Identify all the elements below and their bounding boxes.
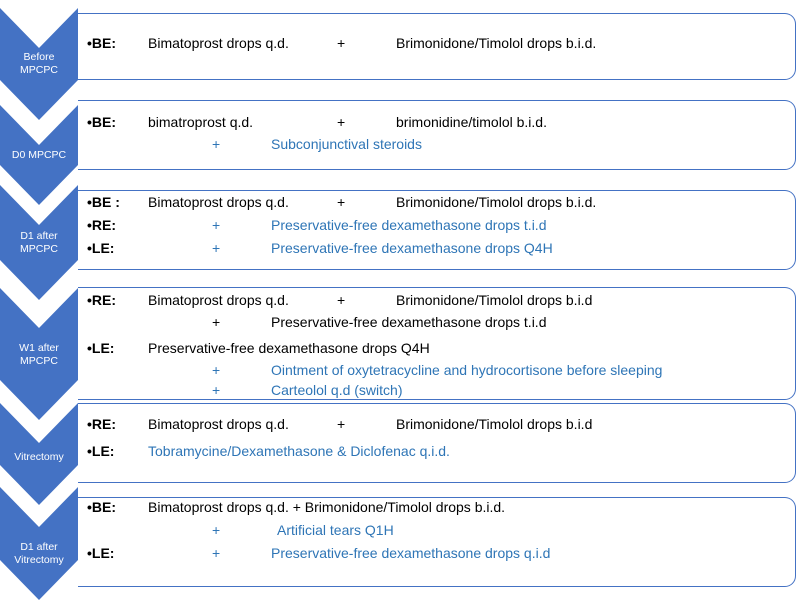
drug-text: Bimatoprost drops q.d. bbox=[148, 194, 289, 210]
drug-text: Brimonidone/Timolol drops b.i.d. bbox=[396, 194, 597, 210]
plus-sign: + bbox=[212, 314, 221, 330]
plus-sign: + bbox=[212, 240, 221, 256]
plus-sign: + bbox=[212, 136, 221, 152]
drug-text: bimatroprost q.d. bbox=[148, 114, 254, 130]
step-label-line: D1 after bbox=[20, 230, 58, 242]
step-label bbox=[0, 342, 78, 368]
step-label-line: MPCPC bbox=[20, 243, 58, 255]
step-label-line: W1 after bbox=[19, 342, 59, 354]
step-label-line: D0 MPCPC bbox=[11, 148, 67, 161]
eye-label: •BE : bbox=[87, 194, 120, 210]
step-label-line: MPCPC bbox=[20, 64, 58, 76]
step-label bbox=[0, 451, 78, 464]
drug-text: Preservative-free dexamethasone drops t.i.d bbox=[271, 314, 547, 330]
added-drug-text: Preservative-free dexamethasone drops Q4H bbox=[271, 240, 553, 256]
eye-label: •LE: bbox=[87, 340, 115, 356]
step-label-line: MPCPC bbox=[20, 355, 58, 367]
eye-label: •LE: bbox=[87, 240, 115, 256]
added-drug-text: Ointment of oxytetracycline and hydrocortisone before sleeping bbox=[271, 362, 663, 378]
drug-text: Brimonidone/Timolol drops b.i.d bbox=[396, 292, 593, 308]
drug-text: Brimonidone/Timolol drops b.i.d. bbox=[396, 35, 597, 51]
added-drug-text: Carteolol q.d (switch) bbox=[271, 382, 403, 398]
step-label bbox=[0, 230, 78, 256]
eye-label: •RE: bbox=[87, 292, 117, 308]
plus-sign: + bbox=[337, 194, 346, 210]
added-drug-text: Tobramycine/Dexamethasone & Diclofenac q.i.d. bbox=[148, 443, 450, 459]
plus-sign: + bbox=[212, 382, 221, 398]
added-drug-text: Subconjunctival steroids bbox=[271, 136, 422, 152]
plus-sign: + bbox=[212, 362, 221, 378]
drug-text: brimonidine/timolol b.i.d. bbox=[396, 114, 547, 130]
step-label-line: Before bbox=[23, 51, 55, 63]
eye-label: •RE: bbox=[87, 416, 117, 432]
drug-text: Bimatoprost drops q.d. bbox=[148, 416, 289, 432]
plus-sign: + bbox=[337, 35, 346, 51]
eye-label: •BE: bbox=[87, 35, 117, 51]
step-label-line: Vitrectomy bbox=[14, 450, 64, 463]
added-drug-text: Preservative-free dexamethasone drops t.i.d bbox=[271, 217, 547, 233]
eye-label: •LE: bbox=[87, 443, 115, 459]
drug-text: Bimatoprost drops q.d. bbox=[148, 292, 289, 308]
step-label-line: Vitrectomy bbox=[14, 554, 64, 566]
plus-sign: + bbox=[212, 545, 221, 561]
eye-label: •BE: bbox=[87, 114, 117, 130]
step-label bbox=[0, 541, 78, 567]
step-label-line: D1 after bbox=[20, 541, 58, 553]
drug-text: Preservative-free dexamethasone drops Q4H bbox=[148, 340, 430, 356]
drug-text: Brimonidone/Timolol drops b.i.d bbox=[396, 416, 593, 432]
step-label bbox=[0, 51, 78, 77]
drug-text: Bimatoprost drops q.d. bbox=[148, 35, 289, 51]
step-box bbox=[78, 100, 796, 170]
plus-sign: + bbox=[212, 522, 221, 538]
drug-text: Bimatoprost drops q.d. + Brimonidone/Timolol drops b.i.d. bbox=[148, 499, 506, 515]
plus-sign: + bbox=[337, 292, 346, 308]
added-drug-text: Preservative-free dexamethasone drops q.i.d bbox=[271, 545, 551, 561]
eye-label: •RE: bbox=[87, 217, 117, 233]
added-drug-text: Artificial tears Q1H bbox=[277, 522, 394, 538]
eye-label: •BE: bbox=[87, 499, 117, 515]
plus-sign: + bbox=[337, 416, 346, 432]
step-label bbox=[0, 149, 78, 162]
eye-label: •LE: bbox=[87, 545, 115, 561]
plus-sign: + bbox=[337, 114, 346, 130]
plus-sign: + bbox=[212, 217, 221, 233]
